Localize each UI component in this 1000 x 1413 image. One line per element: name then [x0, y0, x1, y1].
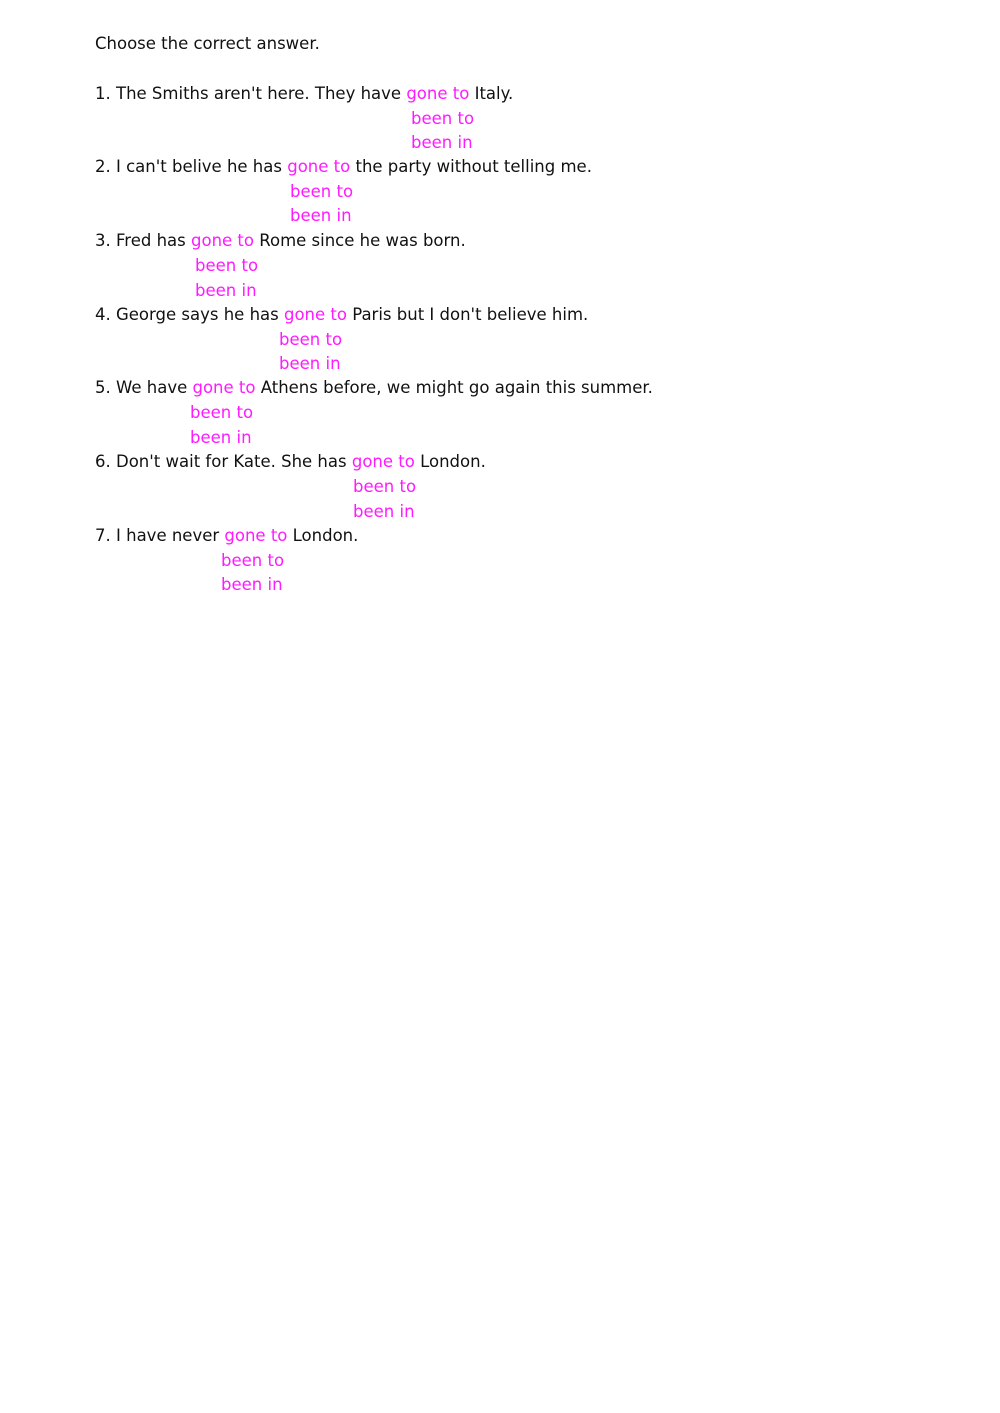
- question-2: [95, 157, 592, 176]
- question-text-after: Rome since he was born.: [259, 231, 466, 250]
- choice-been-to[interactable]: been to: [353, 477, 417, 496]
- question-number: 7.: [95, 526, 111, 545]
- question-number: 3.: [95, 231, 111, 250]
- choice-been-to[interactable]: been to: [221, 551, 285, 570]
- choice-been-to[interactable]: been to: [190, 403, 254, 422]
- question-text-after: London.: [420, 452, 486, 471]
- question-5: [95, 378, 653, 397]
- choice-been-in[interactable]: been in: [279, 354, 341, 373]
- question-text-before: George says he has: [116, 305, 279, 324]
- question-1: [95, 84, 513, 103]
- question-3: [95, 231, 466, 250]
- question-text-before: We have: [116, 378, 188, 397]
- choice-been-to[interactable]: been to: [279, 330, 343, 349]
- question-7: [95, 526, 358, 545]
- choice-been-in[interactable]: been in: [221, 575, 283, 594]
- choice-gone-to[interactable]: gone to: [351, 452, 415, 471]
- choice-been-to[interactable]: been to: [195, 256, 259, 275]
- question-text-before: I have never: [116, 526, 220, 545]
- question-text-after: the party without telling me.: [355, 157, 592, 176]
- question-text-before: Fred has: [116, 231, 186, 250]
- choice-gone-to[interactable]: gone to: [192, 378, 256, 397]
- question-number: 4.: [95, 305, 111, 324]
- instruction-text: Choose the correct answer.: [95, 34, 320, 53]
- choice-gone-to[interactable]: gone to: [406, 84, 470, 103]
- question-text-before: I can't belive he has: [116, 157, 282, 176]
- choice-been-in[interactable]: been in: [290, 206, 352, 225]
- choice-been-in[interactable]: been in: [411, 133, 473, 152]
- question-text-after: Paris but I don't believe him.: [352, 305, 589, 324]
- choice-gone-to[interactable]: gone to: [224, 526, 288, 545]
- question-text-after: Italy.: [474, 84, 514, 103]
- question-text-after: Athens before, we might go again this summer.: [260, 378, 653, 397]
- choice-been-to[interactable]: been to: [290, 182, 354, 201]
- question-number: 5.: [95, 378, 111, 397]
- question-number: 2.: [95, 157, 111, 176]
- question-text-after: London.: [292, 526, 359, 545]
- question-4: [95, 305, 588, 324]
- choice-been-in[interactable]: been in: [190, 428, 252, 447]
- question-text-before: Don't wait for Kate. She has: [116, 452, 347, 471]
- choice-been-in[interactable]: been in: [353, 502, 415, 521]
- choice-gone-to[interactable]: gone to: [191, 231, 254, 250]
- choice-been-in[interactable]: been in: [195, 281, 257, 300]
- question-number: 1.: [95, 84, 111, 103]
- question-number: 6.: [95, 452, 111, 471]
- question-text-before: The Smiths aren't here. They have: [116, 84, 402, 103]
- question-6: [95, 452, 486, 471]
- choice-gone-to[interactable]: gone to: [287, 157, 351, 176]
- choice-been-to[interactable]: been to: [411, 109, 475, 128]
- choice-gone-to[interactable]: gone to: [283, 305, 347, 324]
